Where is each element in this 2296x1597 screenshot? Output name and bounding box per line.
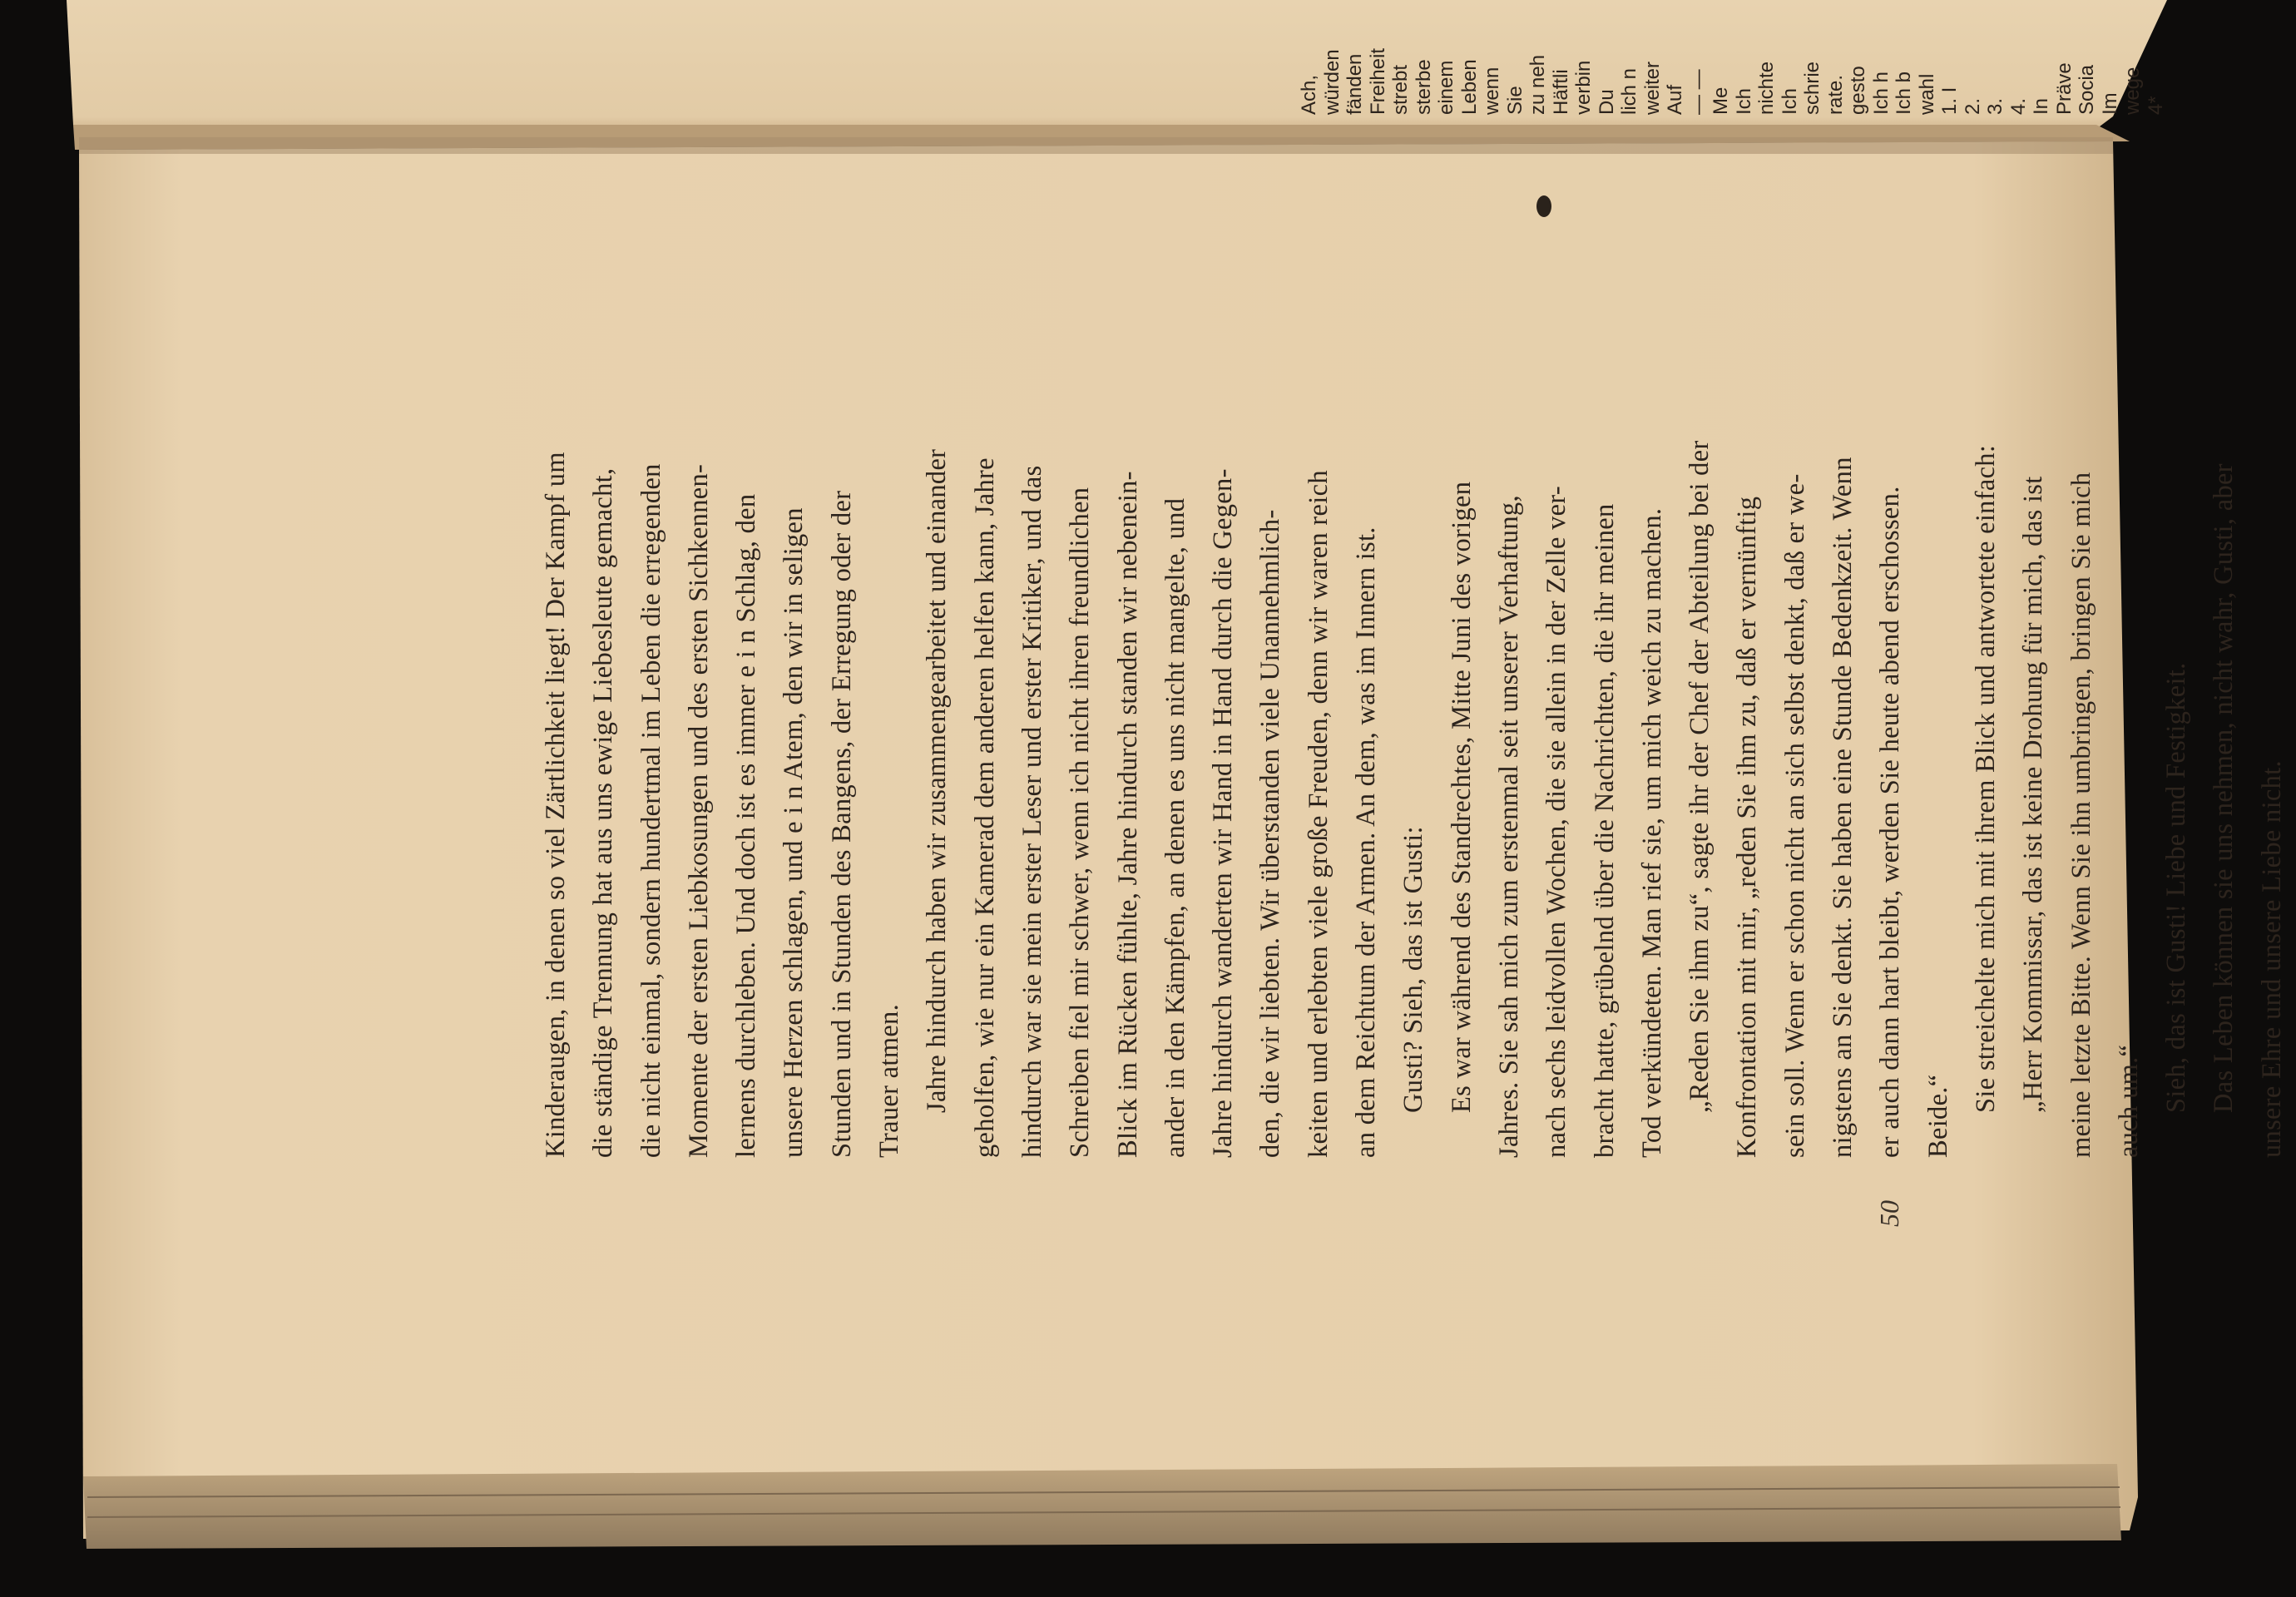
text-line: auch um.“ — [2113, 1044, 2144, 1158]
text-line: unsere Ehre und unsere Liebe nicht. — [2256, 760, 2287, 1158]
fragment-line: würden — [1320, 49, 1343, 115]
fragment-line: Me — [1710, 87, 1732, 115]
text-line: Jahre hindurch wanderten wir Hand in Hand durch die Gegen- — [1208, 468, 1239, 1158]
text-line: Blick im Rücken fühlte, Jahre hindurch standen wir nebenein- — [1112, 471, 1143, 1158]
text-line: unsere Herzen schlagen, und e i n Atem, den wir in seligen — [779, 507, 809, 1158]
fragment-line: Ich b — [1893, 71, 1915, 115]
text-line: ander in den Kämpfen, an denen es uns nicht mangelte, und — [1160, 497, 1190, 1158]
text-line: Schreiben fiel mir schwer, wenn ich nicht ihren freundlichen — [1065, 487, 1096, 1158]
fragment-line: einem — [1435, 60, 1457, 115]
text-line: den, die wir liebten. Wir überstanden viele Unannehmlich- — [1255, 509, 1286, 1158]
fragment-line: wahl — [1915, 73, 1938, 115]
fragment-line: Häftli — [1549, 69, 1572, 115]
fragment-line: Du — [1595, 89, 1618, 115]
text-line: „Herr Kommissar, das ist keine Drohung für mich, das ist — [2018, 476, 2049, 1113]
fragment-line: sterbe — [1412, 59, 1435, 115]
fragment-line: Leben — [1457, 59, 1481, 115]
fragment-line: lich n — [1618, 67, 1640, 115]
text-line: keiten und erlebten viele große Freuden, denn wir waren reich — [1303, 470, 1334, 1158]
text-line: Kinderaugen, in denen so viel Zärtlichkeit liegt! Der Kampf um — [541, 452, 571, 1158]
text-line: Es war während des Standrechtes, Mitte Juni des vorigen — [1446, 481, 1477, 1113]
fragment-line: Im — [2098, 92, 2121, 115]
fragment-line: weiter — [1640, 61, 1664, 115]
fragment-line: nichte — [1755, 61, 1778, 115]
text-line: Sieh, das ist Gusti! Liebe und Festigkeit. — [2161, 662, 2192, 1113]
fragment-line: Freiheit — [1366, 47, 1389, 115]
text-line: Das Leben können sie uns nehmen, nicht wahr, Gusti, aber — [2209, 463, 2239, 1113]
text-line: hindurch war sie mein erster Leser und erster Kritiker, und das — [1017, 465, 1047, 1158]
fragment-line: Ich — [1732, 87, 1755, 115]
text-line: Stunden und in Stunden des Bangens, der Erregung oder der — [826, 490, 857, 1158]
fragment-line: 4. — [2007, 97, 2030, 115]
text-line: Tod verkündeten. Man rief sie, um mich weich zu machen. — [1636, 507, 1667, 1158]
text-line: Beide.“ — [1922, 1074, 1953, 1158]
text-line: bracht hatte, grübelnd über die Nachrichten, die ihr meinen — [1589, 503, 1620, 1158]
page-number: 50 — [1874, 1200, 1904, 1227]
fragment-line: Ich h — [1869, 71, 1893, 115]
text-line: Trauer atmen. — [874, 1003, 905, 1158]
fragment-line: 3. — [1984, 97, 2007, 115]
fragment-line: Präve — [2052, 62, 2076, 115]
fragment-line: Ich — [1778, 87, 1801, 115]
text-line: Jahres. Sie sah mich zum erstenmal seit unserer Verhaftung, — [1493, 495, 1524, 1158]
fragment-line: Ach, — [1298, 74, 1320, 115]
text-line: Gusti? Sieh, das ist Gusti: — [1398, 826, 1429, 1113]
text-line: sein soll. Wenn er schon nicht an sich selbst denkt, daß er we- — [1779, 473, 1810, 1158]
fragment-line: strebt — [1389, 64, 1412, 115]
fragment-line: Auf — [1664, 84, 1686, 115]
fragment-line: 4* — [2144, 96, 2167, 115]
fragment-line: schrie — [1801, 61, 1823, 115]
text-line: lernens durchleben. Und doch ist es immer e i n Schlag, den — [731, 493, 762, 1158]
fragment-line: — — — [1686, 69, 1710, 115]
text-line: meine letzte Bitte. Wenn Sie ihn umbringen, bringen Sie mich — [2066, 472, 2096, 1158]
text-line: er auch dann hart bleibt, werden Sie heute abend erschossen. — [1875, 486, 1906, 1158]
next-page-fragments — [316, 0, 2167, 125]
fragment-line: wege — [2121, 67, 2144, 115]
fragment-row — [316, 0, 2167, 125]
fragment-line: wenn — [1481, 67, 1503, 115]
fragment-line: 1. I — [1938, 87, 1961, 115]
fragment-line: rate. — [1823, 74, 1847, 115]
fragment-line: Socia — [2076, 64, 2098, 115]
text-line: Momente der ersten Liebkosungen und des ersten Sichkennen- — [683, 463, 714, 1158]
fragment-line: Sie — [1503, 86, 1527, 115]
fragment-line: In — [2030, 97, 2052, 115]
text-line: die nicht einmal, sondern hundertmal im Leben die erregenden — [636, 463, 666, 1158]
text-line: nach sechs leidvollen Wochen, die sie allein in der Zelle ver- — [1541, 486, 1572, 1158]
page-stack — [83, 1464, 2121, 1549]
fragment-line: verbin — [1572, 60, 1595, 115]
text-line: nigstens an Sie denkt. Sie haben eine Stunde Bedenkzeit. Wenn — [1828, 457, 1858, 1158]
text-line: Konfrontation mit mir, „reden Sie ihm zu, daß er vernünftig — [1732, 496, 1763, 1158]
fragment-line: 2. — [1961, 97, 1984, 115]
fragment-line: zu neh — [1527, 54, 1549, 115]
text-line: die ständige Trennung hat aus uns ewige Liebesleute gemacht, — [588, 467, 619, 1158]
fragment-line: fänden — [1343, 53, 1366, 115]
text-line: Sie streichelte mich mit ihrem Blick und antwortete einfach: — [1970, 444, 2001, 1113]
text-line: an dem Reichtum der Armen. An dem, was im Innern ist. — [1351, 527, 1382, 1158]
gutter-shadow — [79, 137, 2113, 154]
text-line: „Reden Sie ihm zu“, sagte ihr der Chef der Abteilung bei der — [1685, 440, 1715, 1113]
body-text — [532, 193, 2296, 1158]
text-line: Jahre hindurch haben wir zusammengearbeitet und einander — [922, 448, 953, 1113]
text-line: geholfen, wie nur ein Kamerad dem anderen helfen kann, Jahre — [969, 457, 1000, 1158]
fragment-line: gesto — [1847, 66, 1869, 115]
